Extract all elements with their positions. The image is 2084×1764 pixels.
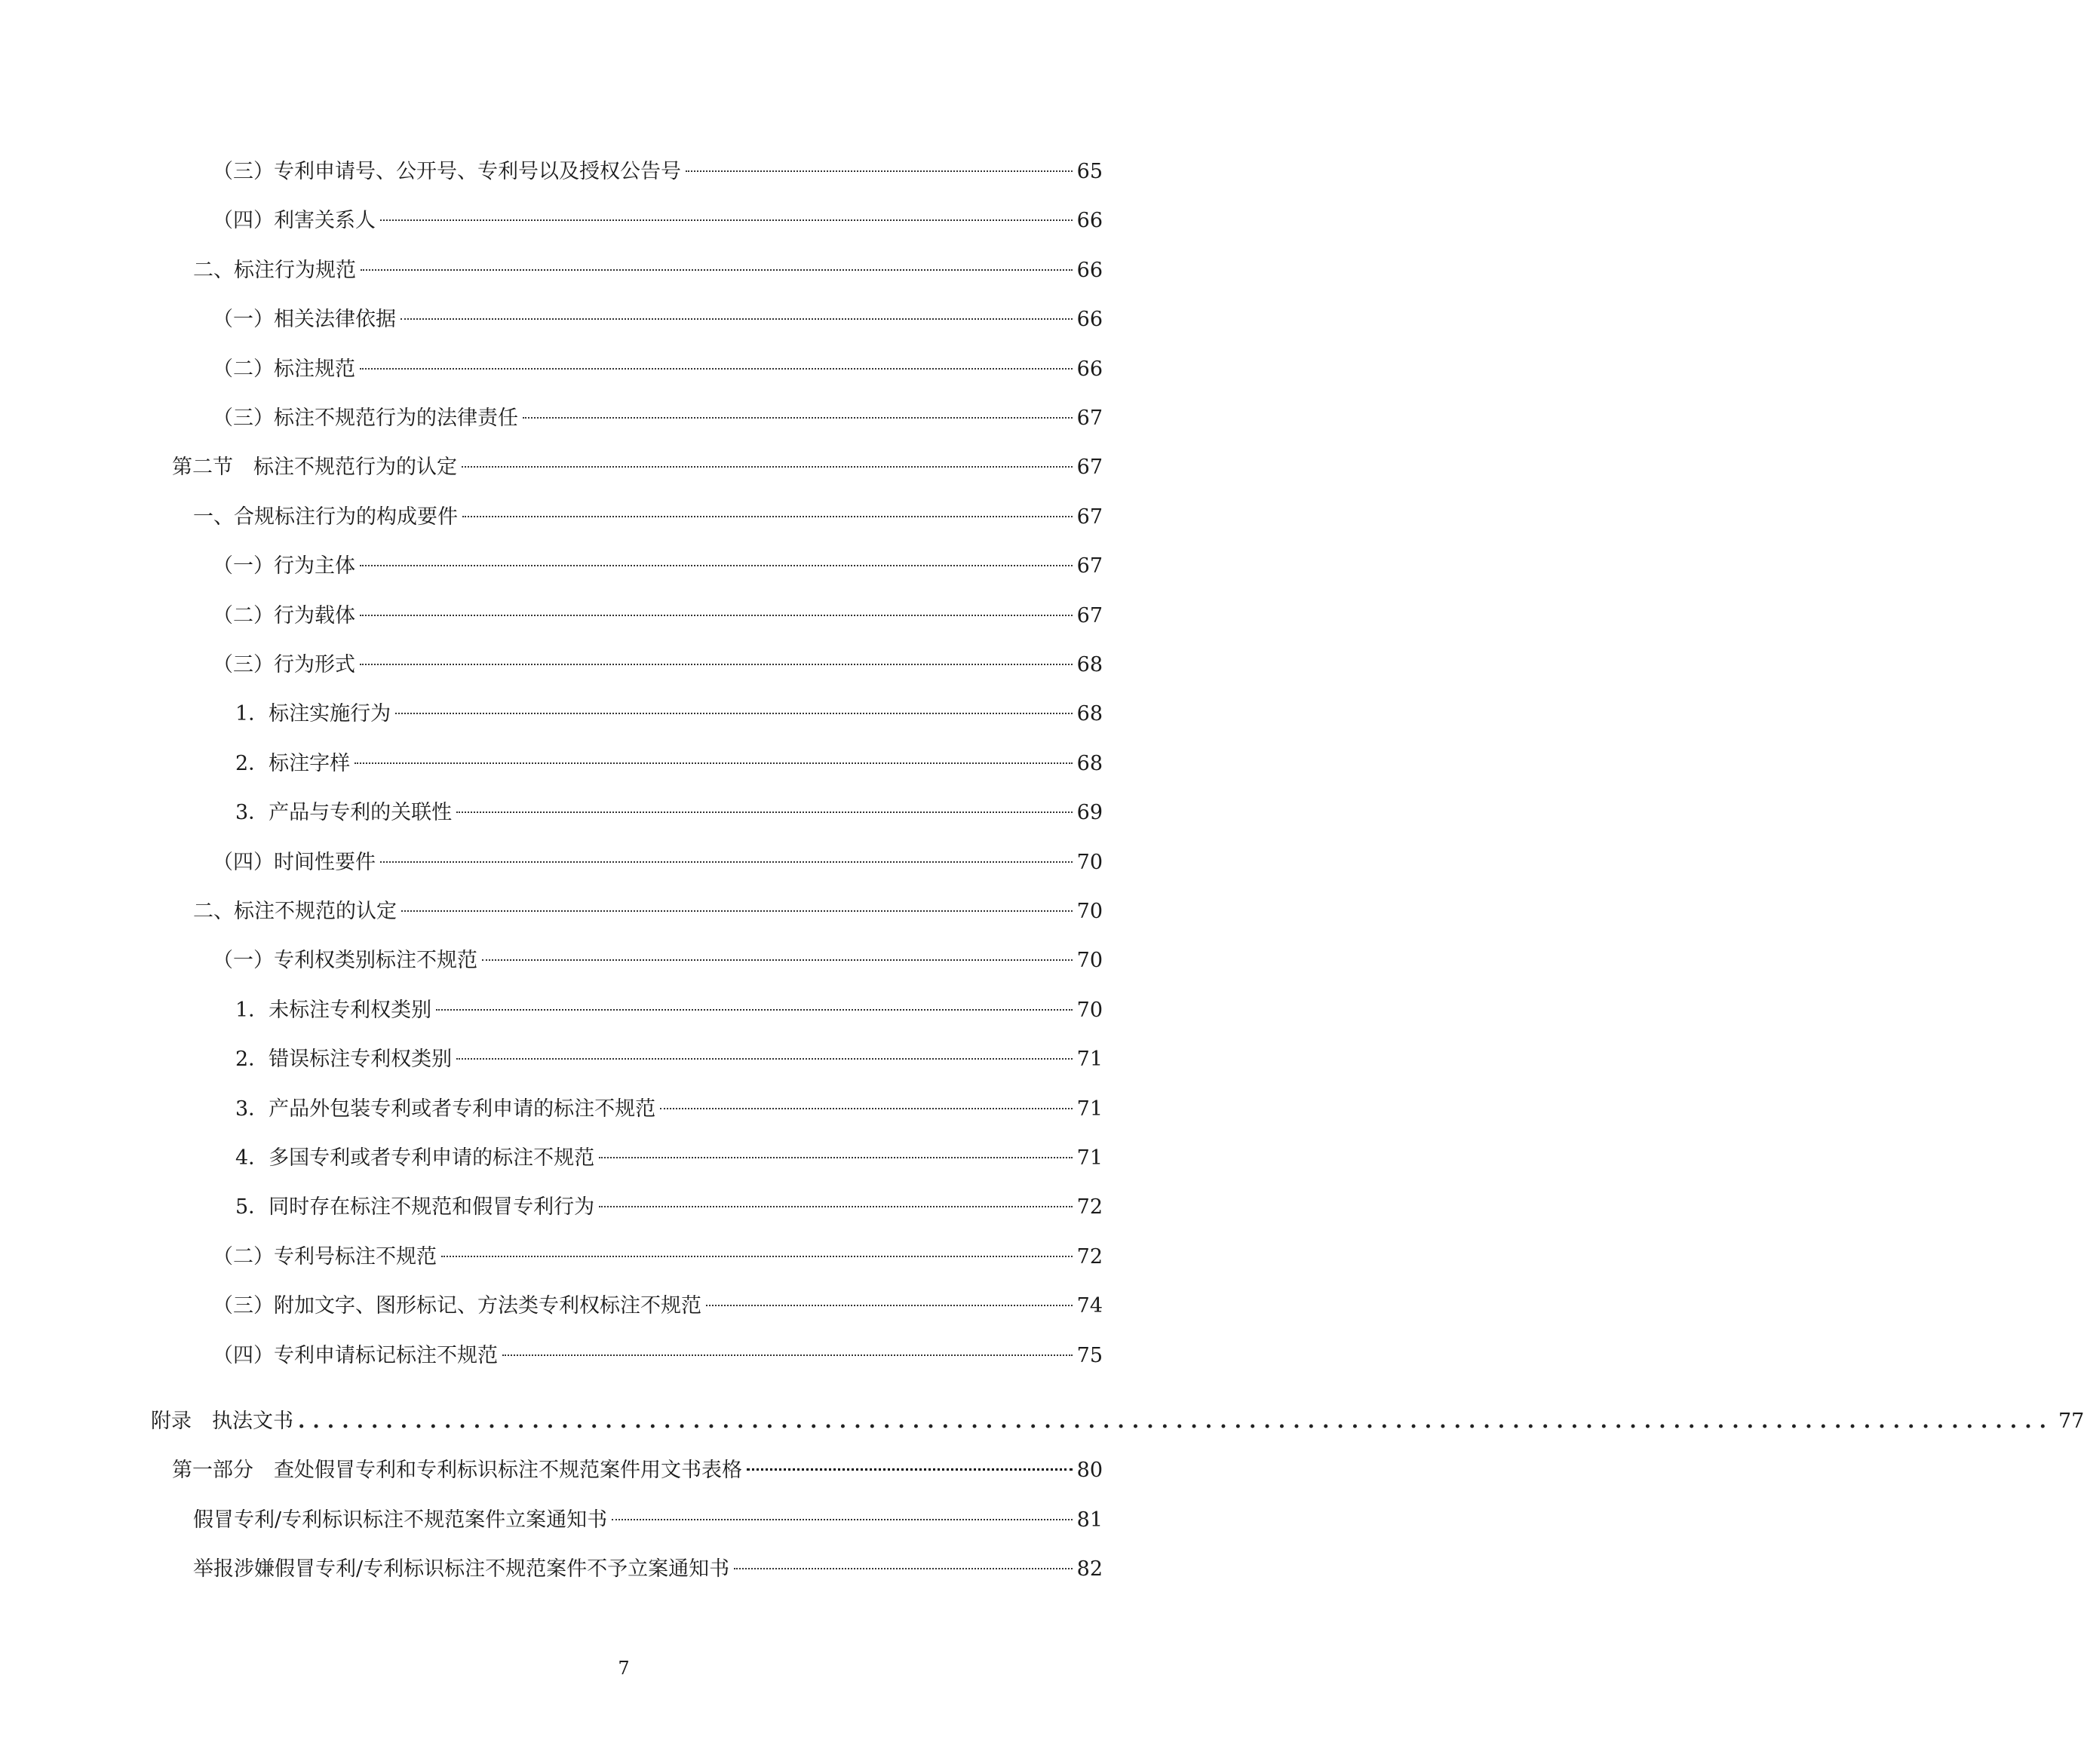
toc-page-number: 70 bbox=[1076, 850, 1103, 874]
toc-entry[interactable] bbox=[193, 1505, 1103, 1535]
toc-page-number: 71 bbox=[1076, 1097, 1103, 1121]
toc-leader-dots bbox=[401, 910, 1073, 912]
toc-page-number: 72 bbox=[1076, 1195, 1103, 1219]
toc-page-number: 65 bbox=[1076, 160, 1103, 183]
toc-entry[interactable] bbox=[213, 157, 1103, 187]
toc-leader-dots bbox=[482, 959, 1073, 961]
toc-page-number: 69 bbox=[1076, 801, 1103, 825]
toc-entry-title: 5．同时存在标注不规范和假冒专利行为 bbox=[235, 1195, 595, 1219]
toc-leader-dots bbox=[612, 1519, 1073, 1520]
toc-page-number: 70 bbox=[1076, 900, 1103, 923]
toc-page-number: 71 bbox=[1076, 1146, 1103, 1170]
toc-leader-dots bbox=[360, 664, 1073, 665]
toc-entry-title: 附录 执法文书 bbox=[151, 1410, 293, 1433]
toc-page-number: 68 bbox=[1076, 751, 1103, 775]
toc-leader-dots bbox=[660, 1108, 1072, 1109]
toc-leader-dots bbox=[523, 417, 1073, 419]
toc-page-number: 67 bbox=[1076, 603, 1103, 627]
toc-entry[interactable] bbox=[193, 1554, 1103, 1585]
toc-page-number: 67 bbox=[1076, 505, 1103, 529]
toc-entry[interactable] bbox=[213, 1291, 1103, 1321]
toc-leader-dots bbox=[361, 269, 1073, 271]
toc-page-number: 70 bbox=[1076, 949, 1103, 973]
toc-leader-dots bbox=[706, 1305, 1073, 1306]
toc-leader-dots bbox=[360, 368, 1073, 370]
toc-entry[interactable] bbox=[172, 453, 1103, 483]
toc-entry[interactable] bbox=[235, 798, 1103, 828]
toc-entry-title: （一）专利权类别标注不规范 bbox=[213, 949, 477, 973]
toc-leader-dots bbox=[462, 466, 1073, 468]
toc-leader-dots bbox=[599, 1206, 1072, 1207]
toc-entry-title: 假冒专利/专利标识标注不规范案件立案通知书 bbox=[193, 1508, 608, 1532]
toc-entry-title: 2．错误标注专利权类别 bbox=[235, 1048, 453, 1072]
toc-page-number: 81 bbox=[1076, 1508, 1103, 1532]
toc-entry-title: 4．多国专利或者专利申请的标注不规范 bbox=[235, 1146, 595, 1170]
toc-entry-title: （三）行为形式 bbox=[213, 653, 355, 676]
toc-entry-title: 2．标注字样 bbox=[235, 751, 351, 775]
toc-entry[interactable] bbox=[213, 403, 1103, 434]
toc-entry-title: （四）专利申请标记标注不规范 bbox=[213, 1343, 498, 1367]
toc-leader-dots bbox=[599, 1157, 1072, 1158]
toc-entry-title: 3．产品外包装专利或者专利申请的标注不规范 bbox=[235, 1097, 656, 1121]
toc-entry[interactable] bbox=[213, 1242, 1103, 1272]
toc-entry-title: 一、合规标注行为的构成要件 bbox=[193, 505, 458, 529]
toc-entry-title: 3．产品与专利的关联性 bbox=[235, 801, 453, 825]
toc-page-number: 66 bbox=[1076, 209, 1103, 233]
toc-page-number: 66 bbox=[1076, 357, 1103, 381]
toc-entry[interactable] bbox=[213, 946, 1103, 976]
toc-leader-dots bbox=[502, 1354, 1073, 1356]
toc-entry-title: （四）利害关系人 bbox=[213, 209, 376, 233]
toc-entry[interactable] bbox=[235, 1045, 1103, 1075]
toc-entry[interactable] bbox=[235, 699, 1103, 729]
toc-page-number: 70 bbox=[1076, 998, 1103, 1022]
toc-entry[interactable] bbox=[193, 256, 1103, 286]
toc-entry-title: 二、标注不规范的认定 bbox=[193, 900, 397, 923]
toc-entry[interactable] bbox=[172, 1456, 1103, 1486]
toc-entry[interactable] bbox=[213, 206, 1103, 236]
toc-entry[interactable] bbox=[235, 749, 1103, 779]
toc-entry[interactable] bbox=[213, 354, 1103, 385]
toc-entry[interactable] bbox=[151, 1407, 2084, 1437]
toc-leader-dots bbox=[456, 1058, 1072, 1060]
toc-entry[interactable] bbox=[193, 502, 1103, 532]
toc-entry-title: 举报涉嫌假冒专利/专利标识标注不规范案件不予立案通知书 bbox=[193, 1557, 730, 1581]
toc-entry-title: （四）时间性要件 bbox=[213, 850, 376, 874]
toc-leader-dots bbox=[686, 170, 1073, 172]
toc-entry-title: 1．未标注专利权类别 bbox=[235, 998, 432, 1022]
toc-entry-title: （二）行为载体 bbox=[213, 603, 355, 627]
toc-page-number: 66 bbox=[1076, 258, 1103, 282]
toc-entry[interactable] bbox=[213, 305, 1103, 335]
toc-entry[interactable] bbox=[213, 1341, 1103, 1371]
toc-page-number: 68 bbox=[1076, 702, 1103, 726]
page-number: 7 bbox=[618, 1658, 630, 1679]
toc-leader-dots bbox=[436, 1009, 1072, 1011]
toc-entry-title: 1．标注实施行为 bbox=[235, 702, 391, 726]
toc-entry-title: （一）行为主体 bbox=[213, 554, 355, 578]
toc-entry[interactable] bbox=[213, 650, 1103, 680]
toc-page-number: 72 bbox=[1076, 1244, 1103, 1269]
toc-entry[interactable] bbox=[213, 551, 1103, 581]
toc-page-number: 75 bbox=[1076, 1343, 1103, 1367]
toc-page-number: 77 bbox=[2058, 1410, 2084, 1433]
toc-entry-title: （二）标注规范 bbox=[213, 357, 355, 381]
toc-page-number: 66 bbox=[1076, 308, 1103, 332]
toc-leader-dots bbox=[380, 861, 1073, 863]
toc-leader-dots: ........................................................................................................................ bbox=[298, 1410, 2054, 1433]
toc-page-number: 68 bbox=[1076, 653, 1103, 676]
toc-entry-title: （三）附加文字、图形标记、方法类专利权标注不规范 bbox=[213, 1294, 701, 1318]
toc-entry-title: （三）标注不规范行为的法律责任 bbox=[213, 406, 518, 430]
toc-entry[interactable] bbox=[235, 996, 1103, 1026]
toc-entry[interactable] bbox=[213, 848, 1103, 878]
toc-leader-dots bbox=[360, 565, 1073, 566]
toc-entry[interactable] bbox=[213, 601, 1103, 631]
toc-entry[interactable] bbox=[235, 1192, 1103, 1223]
toc-page-number: 67 bbox=[1076, 554, 1103, 578]
toc-entry[interactable] bbox=[235, 1143, 1103, 1173]
toc-page-number: 67 bbox=[1076, 406, 1103, 430]
toc-page-number: 67 bbox=[1076, 456, 1103, 480]
toc-leader-dots bbox=[441, 1256, 1073, 1257]
toc-page-number: 71 bbox=[1076, 1048, 1103, 1072]
toc-leader-dots bbox=[734, 1568, 1073, 1569]
toc-leader-dots bbox=[360, 615, 1073, 616]
toc-leader-dots bbox=[354, 762, 1072, 764]
toc-page-number: 74 bbox=[1076, 1294, 1103, 1318]
toc-leader-dots bbox=[456, 811, 1072, 813]
toc-page-number: 80 bbox=[1076, 1459, 1103, 1483]
toc-entry[interactable] bbox=[235, 1094, 1103, 1124]
toc-entry[interactable] bbox=[193, 897, 1103, 927]
toc-entry-title: （一）相关法律依据 bbox=[213, 308, 396, 332]
toc-leader-dots bbox=[462, 516, 1073, 517]
toc-entry-title: 第二节 标注不规范行为的认定 bbox=[172, 456, 457, 480]
toc-entry-title: 第一部分 查处假冒专利和专利标识标注不规范案件用文书表格 bbox=[172, 1459, 742, 1483]
toc-entry-title: （二）专利号标注不规范 bbox=[213, 1244, 437, 1269]
toc-leader-dots bbox=[747, 1468, 1073, 1471]
toc-leader-dots bbox=[380, 219, 1073, 221]
toc-leader-dots bbox=[395, 713, 1072, 714]
toc-leader-dots bbox=[401, 318, 1073, 320]
toc-entry-title: 二、标注行为规范 bbox=[193, 258, 356, 282]
toc-entry-title: （三）专利申请号、公开号、专利号以及授权公告号 bbox=[213, 160, 681, 183]
toc-page-number: 82 bbox=[1076, 1557, 1103, 1581]
